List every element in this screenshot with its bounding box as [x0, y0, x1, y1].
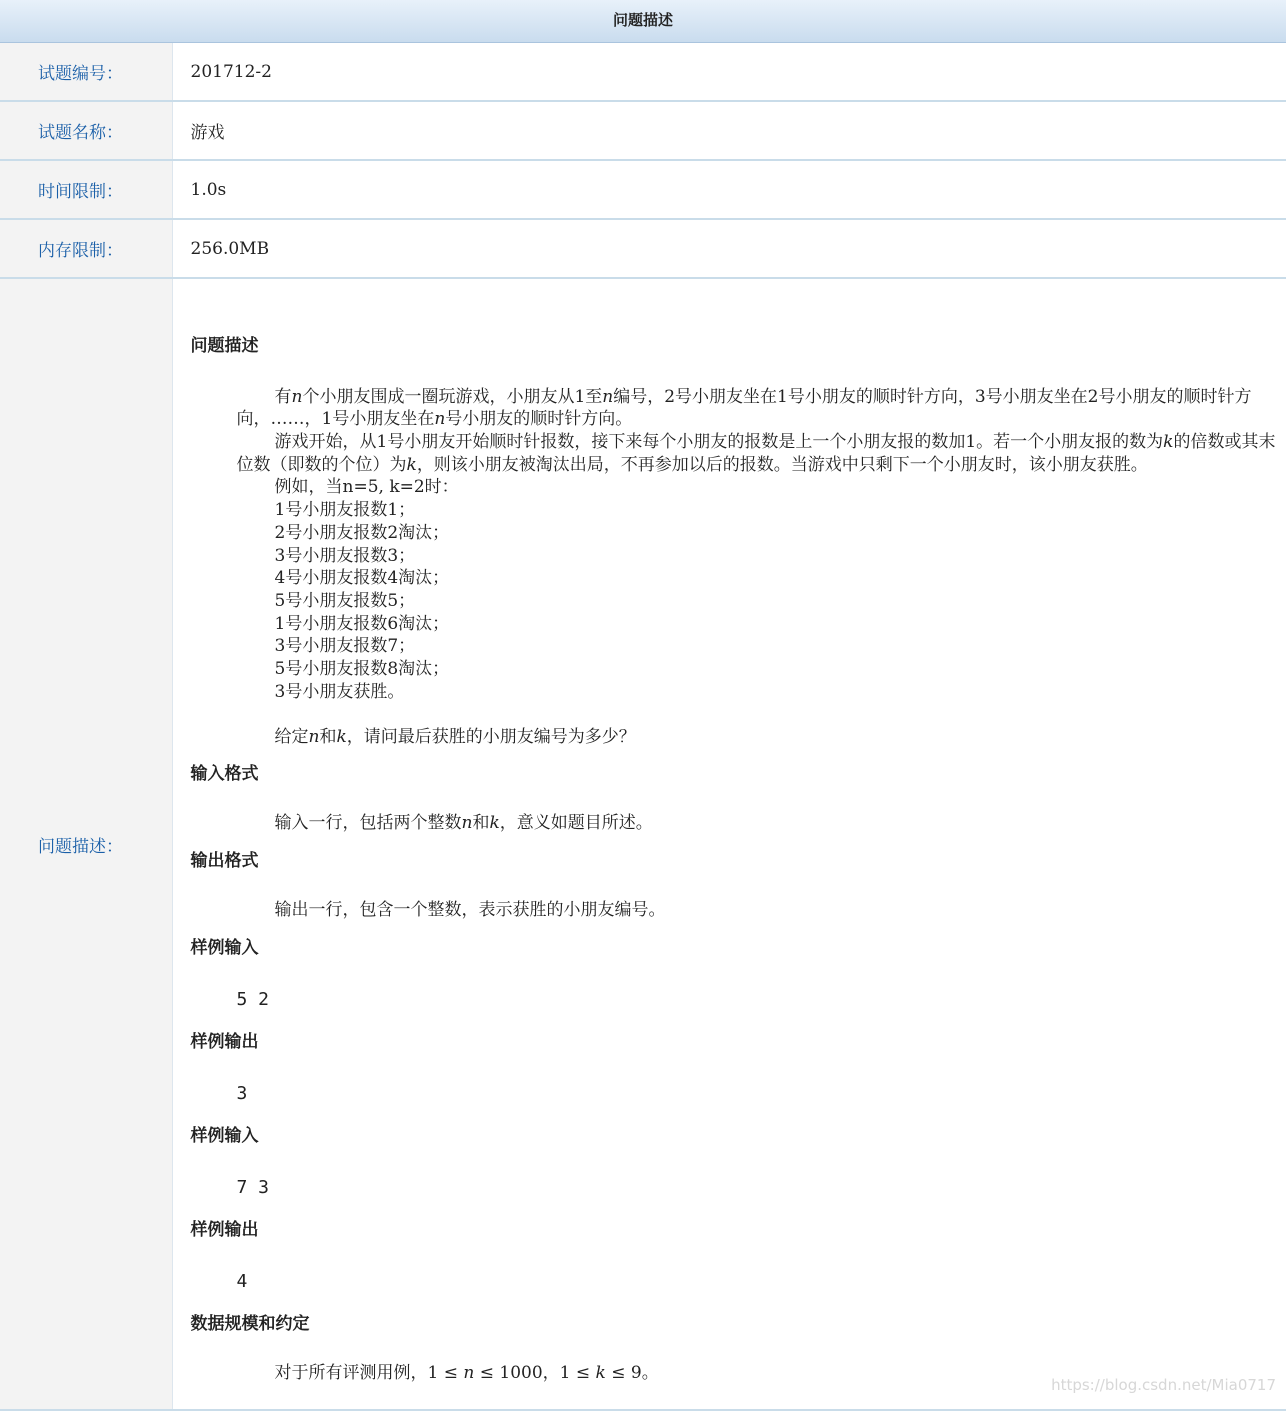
problem-name-label: 试题名称：	[0, 101, 172, 160]
var-k: k	[336, 727, 346, 747]
constraints-text-a: 对于所有评测用例，1 ≤	[275, 1363, 464, 1383]
info-row-time	[0, 160, 1286, 219]
constraints-text-c: ≤ 9。	[606, 1363, 659, 1383]
sample-output-1: 3	[191, 1082, 1277, 1106]
problem-question	[191, 726, 1277, 749]
description-content	[172, 278, 1286, 1410]
example-line: 5号小朋友报数5；	[191, 590, 1277, 613]
p2-text-b: 的倍数或其末位数（即数的个位）为	[237, 432, 1276, 475]
output-format-text: 输出一行，包含一个整数，表示获胜的小朋友编号。	[191, 899, 1277, 922]
description-label: 问题描述：	[0, 278, 172, 1410]
var-n: n	[463, 1363, 474, 1383]
section-title-sample-output-2: 样例输出	[191, 1218, 1277, 1242]
var-k: k	[1163, 432, 1173, 452]
p2-text-c: ，则该小朋友被淘汰出局，不再参加以后的报数。当游戏中只剩下一个小朋友时，该小朋友获胜。	[417, 455, 1148, 475]
memory-limit-label: 内存限制：	[0, 219, 172, 278]
section-title-sample-output-1: 样例输出	[191, 1030, 1277, 1054]
problem-paragraph-1	[191, 386, 1277, 431]
p1-text-b: 个小朋友围成一圈玩游戏，小朋友从1至	[302, 387, 602, 407]
time-limit-value: 1.0s	[172, 160, 1286, 219]
section-title-input: 输入格式	[191, 762, 1277, 786]
var-n: n	[462, 813, 473, 833]
info-row-id	[0, 43, 1286, 101]
sample-output-2: 4	[191, 1270, 1277, 1294]
memory-limit-value: 256.0MB	[172, 219, 1286, 278]
problem-id-label: 试题编号：	[0, 43, 172, 101]
section-title-problem: 问题描述	[191, 334, 1277, 358]
problem-paragraph-2	[191, 431, 1277, 476]
info-row-description	[0, 278, 1286, 1410]
p1-text-d: 号小朋友的顺时针方向。	[445, 409, 632, 429]
section-title-constraints: 数据规模和约定	[191, 1312, 1277, 1336]
example-line: 5号小朋友报数8淘汰；	[191, 658, 1277, 681]
info-row-name	[0, 101, 1286, 160]
section-title-sample-input-1: 样例输入	[191, 936, 1277, 960]
var-n: n	[434, 409, 445, 429]
example-line: 2号小朋友报数2淘汰；	[191, 522, 1277, 545]
example-line: 3号小朋友获胜。	[191, 681, 1277, 704]
p1-text-a: 有	[275, 387, 292, 407]
header-title: 问题描述	[613, 11, 673, 29]
var-k: k	[596, 1363, 606, 1383]
input-text-c: ，意义如题目所述。	[500, 813, 653, 833]
page-header	[0, 0, 1286, 43]
problem-info-table	[0, 43, 1286, 1411]
section-title-sample-input-2: 样例输入	[191, 1124, 1277, 1148]
var-n: n	[309, 727, 320, 747]
example-line: 1号小朋友报数6淘汰；	[191, 613, 1277, 636]
problem-name-value: 游戏	[172, 101, 1286, 160]
problem-id-value: 201712-2	[172, 43, 1286, 101]
example-line: 3号小朋友报数3；	[191, 545, 1277, 568]
p2-text-a: 游戏开始，从1号小朋友开始顺时针报数，接下来每个小朋友的报数是上一个小朋友报的数加1。若一个小朋友报的数为	[275, 432, 1164, 452]
constraints-text-b: ≤ 1000，1 ≤	[474, 1363, 595, 1383]
q-text-c: ，请问最后获胜的小朋友编号为多少？	[347, 727, 636, 747]
example-line: 4号小朋友报数4淘汰；	[191, 567, 1277, 590]
watermark: https://blog.csdn.net/Mia0717	[1051, 1376, 1276, 1394]
example-line: 1号小朋友报数1；	[191, 499, 1277, 522]
example-intro: 例如，当n=5, k=2时：	[191, 476, 1277, 499]
q-text-a: 给定	[275, 727, 309, 747]
var-n: n	[292, 387, 303, 407]
p1-text-c: 编号，2号小朋友坐在1号小朋友的顺时针方向，3号小朋友坐在2号小朋友的顺时针方向，……，1号小朋友坐在	[237, 387, 1252, 430]
input-text-b: 和	[472, 813, 489, 833]
time-limit-label: 时间限制：	[0, 160, 172, 219]
q-text-b: 和	[319, 727, 336, 747]
sample-input-1: 5 2	[191, 988, 1277, 1012]
var-k: k	[489, 813, 499, 833]
var-n: n	[602, 387, 613, 407]
input-format-text	[191, 812, 1277, 835]
section-title-output: 输出格式	[191, 849, 1277, 873]
sample-input-2: 7 3	[191, 1176, 1277, 1200]
info-row-memory	[0, 219, 1286, 278]
example-line: 3号小朋友报数7；	[191, 635, 1277, 658]
var-k: k	[407, 455, 417, 475]
input-text-a: 输入一行，包括两个整数	[275, 813, 462, 833]
